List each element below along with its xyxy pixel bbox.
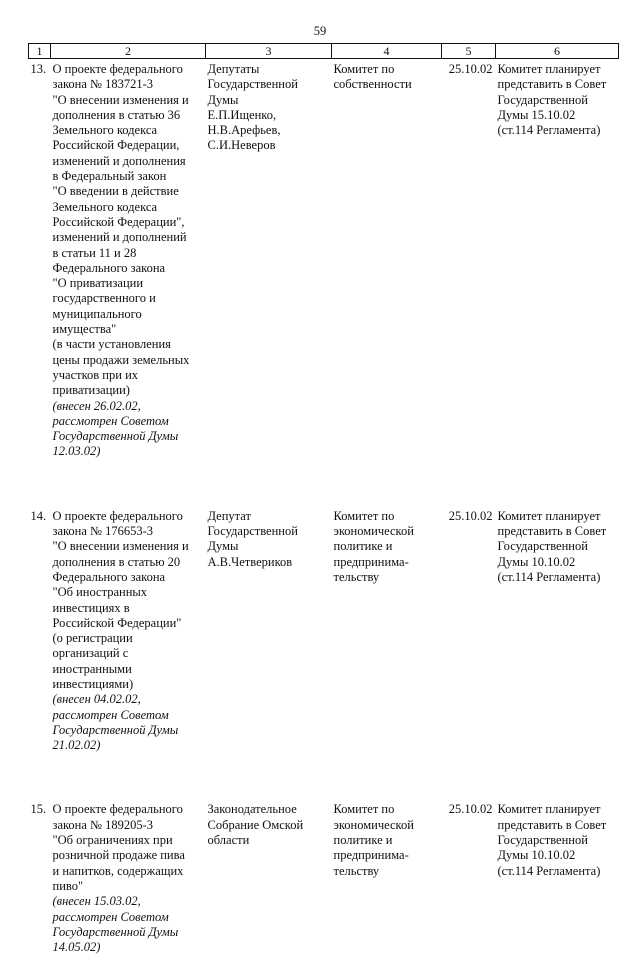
page-number: 59 [0, 24, 640, 39]
cell-line: Государственной [498, 93, 617, 108]
cell-line: Российской Федерации" [53, 616, 204, 631]
cell-line: Государственной Думы [53, 925, 204, 940]
cell-line: предпринима- [334, 555, 440, 570]
cell-line: в статьи 11 и 28 [53, 246, 204, 261]
cell-line: (в части установления [53, 337, 204, 352]
cell-line: Е.П.Ищенко, [208, 108, 330, 123]
cell-line: Государственной [208, 524, 330, 539]
cell-line: Российской Федерации", [53, 215, 204, 230]
cell-line: Российской Федерации, [53, 138, 204, 153]
column-number-3: 3 [206, 44, 332, 59]
cell-line: С.И.Неверов [208, 138, 330, 153]
cell-line: (ст.114 Регламента) [498, 570, 617, 585]
column-number-header-row [29, 44, 619, 59]
bill-author [206, 506, 332, 754]
cell-line: Комитет планирует [498, 509, 617, 524]
cell-line: тельству [334, 864, 440, 879]
cell-line: 21.02.02) [53, 738, 204, 753]
cell-line: "Об ограничениях при [53, 833, 204, 848]
cell-line: изменений и дополнения [53, 154, 204, 169]
cell-line: экономической [334, 818, 440, 833]
cell-line: Государственной [498, 833, 617, 848]
cell-line: Депутаты [208, 62, 330, 77]
row-number: 13. [29, 59, 51, 460]
cell-line: Н.В.Арефьев, [208, 123, 330, 138]
cell-line: (ст.114 Регламента) [498, 123, 617, 138]
responsible-committee [332, 506, 442, 754]
cell-line: пиво" [53, 879, 204, 894]
bill-title [51, 799, 206, 955]
cell-line: Думы 10.10.02 [498, 555, 617, 570]
row-number: 14. [29, 506, 51, 754]
cell-line: О проекте федерального [53, 62, 204, 77]
cell-line: тельству [334, 570, 440, 585]
cell-line: (ст.114 Регламента) [498, 864, 617, 879]
column-number-1: 1 [29, 44, 51, 59]
committee-remark [496, 506, 619, 754]
cell-line: Собрание Омской [208, 818, 330, 833]
cell-line: Земельного кодекса [53, 123, 204, 138]
cell-line: Комитет по [334, 802, 440, 817]
cell-line: закона № 176653-3 [53, 524, 204, 539]
cell-line: организаций с [53, 646, 204, 661]
row-spacer [29, 753, 619, 799]
row-spacer [29, 460, 619, 506]
cell-line: государственного и [53, 291, 204, 306]
cell-line: закона № 183721-3 [53, 77, 204, 92]
column-number-4: 4 [332, 44, 442, 59]
cell-line: политике и [334, 539, 440, 554]
cell-line: Комитет планирует [498, 62, 617, 77]
cell-line: рассмотрен Советом [53, 414, 204, 429]
cell-line: 12.03.02) [53, 444, 204, 459]
committee-remark [496, 59, 619, 460]
cell-line: представить в Совет [498, 77, 617, 92]
cell-line: инвестициями) [53, 677, 204, 692]
cell-line: имущества" [53, 322, 204, 337]
cell-line: изменений и дополнений [53, 230, 204, 245]
cell-line: и напитков, содержащих [53, 864, 204, 879]
cell-line: рассмотрен Советом [53, 910, 204, 925]
cell-line: "О приватизации [53, 276, 204, 291]
cell-line: "Об иностранных [53, 585, 204, 600]
cell-line: политике и [334, 833, 440, 848]
bill-author [206, 799, 332, 955]
column-number-6: 6 [496, 44, 619, 59]
cell-line: Федерального закона [53, 570, 204, 585]
cell-line: (внесен 15.03.02, [53, 894, 204, 909]
cell-line: дополнения в статью 20 [53, 555, 204, 570]
cell-line: (внесен 26.02.02, [53, 399, 204, 414]
cell-line: Комитет по [334, 62, 440, 77]
cell-line: "О внесении изменения и [53, 539, 204, 554]
cell-line: Комитет по [334, 509, 440, 524]
cell-line: розничной продаже пива [53, 848, 204, 863]
cell-line: О проекте федерального [53, 802, 204, 817]
cell-line: цены продажи земельных [53, 353, 204, 368]
cell-line: Думы 10.10.02 [498, 848, 617, 863]
cell-line: Депутат [208, 509, 330, 524]
cell-line: муниципального [53, 307, 204, 322]
cell-line: Земельного кодекса [53, 200, 204, 215]
cell-line: собственности [334, 77, 440, 92]
cell-line: А.В.Четвериков [208, 555, 330, 570]
table-row [29, 59, 619, 460]
bill-title [51, 59, 206, 460]
cell-line: Думы 15.10.02 [498, 108, 617, 123]
table-row [29, 506, 619, 754]
cell-line: представить в Совет [498, 524, 617, 539]
cell-line: Государственной Думы [53, 429, 204, 444]
cell-line: дополнения в статью 36 [53, 108, 204, 123]
bill-author [206, 59, 332, 460]
cell-line: Думы [208, 539, 330, 554]
cell-line: Государственной [498, 539, 617, 554]
column-number-2: 2 [51, 44, 206, 59]
responsible-committee [332, 59, 442, 460]
bill-title [51, 506, 206, 754]
table-body [29, 59, 619, 955]
cell-line: закона № 189205-3 [53, 818, 204, 833]
cell-line: Думы [208, 93, 330, 108]
deadline-date: 25.10.02 [442, 59, 496, 460]
cell-line: представить в Совет [498, 818, 617, 833]
cell-line: "О внесении изменения и [53, 93, 204, 108]
cell-line: участков при их [53, 368, 204, 383]
cell-line: предпринима- [334, 848, 440, 863]
row-spacer-cell [29, 460, 619, 506]
committee-remark [496, 799, 619, 955]
cell-line: инвестициях в [53, 601, 204, 616]
cell-line: в Федеральный закон [53, 169, 204, 184]
cell-line: приватизации) [53, 383, 204, 398]
cell-line: области [208, 833, 330, 848]
table-row [29, 799, 619, 955]
cell-line: (внесен 04.02.02, [53, 692, 204, 707]
cell-line: Законодательное [208, 802, 330, 817]
column-number-5: 5 [442, 44, 496, 59]
cell-line: Комитет планирует [498, 802, 617, 817]
deadline-date: 25.10.02 [442, 506, 496, 754]
cell-line: О проекте федерального [53, 509, 204, 524]
cell-line: экономической [334, 524, 440, 539]
cell-line: 14.05.02) [53, 940, 204, 955]
bills-table [28, 43, 619, 955]
cell-line: иностранными [53, 662, 204, 677]
cell-line: "О введении в действие [53, 184, 204, 199]
cell-line: Государственной Думы [53, 723, 204, 738]
cell-line: Государственной [208, 77, 330, 92]
responsible-committee [332, 799, 442, 955]
deadline-date: 25.10.02 [442, 799, 496, 955]
row-number: 15. [29, 799, 51, 955]
cell-line: рассмотрен Советом [53, 708, 204, 723]
cell-line: (о регистрации [53, 631, 204, 646]
cell-line: Федерального закона [53, 261, 204, 276]
row-spacer-cell [29, 753, 619, 799]
